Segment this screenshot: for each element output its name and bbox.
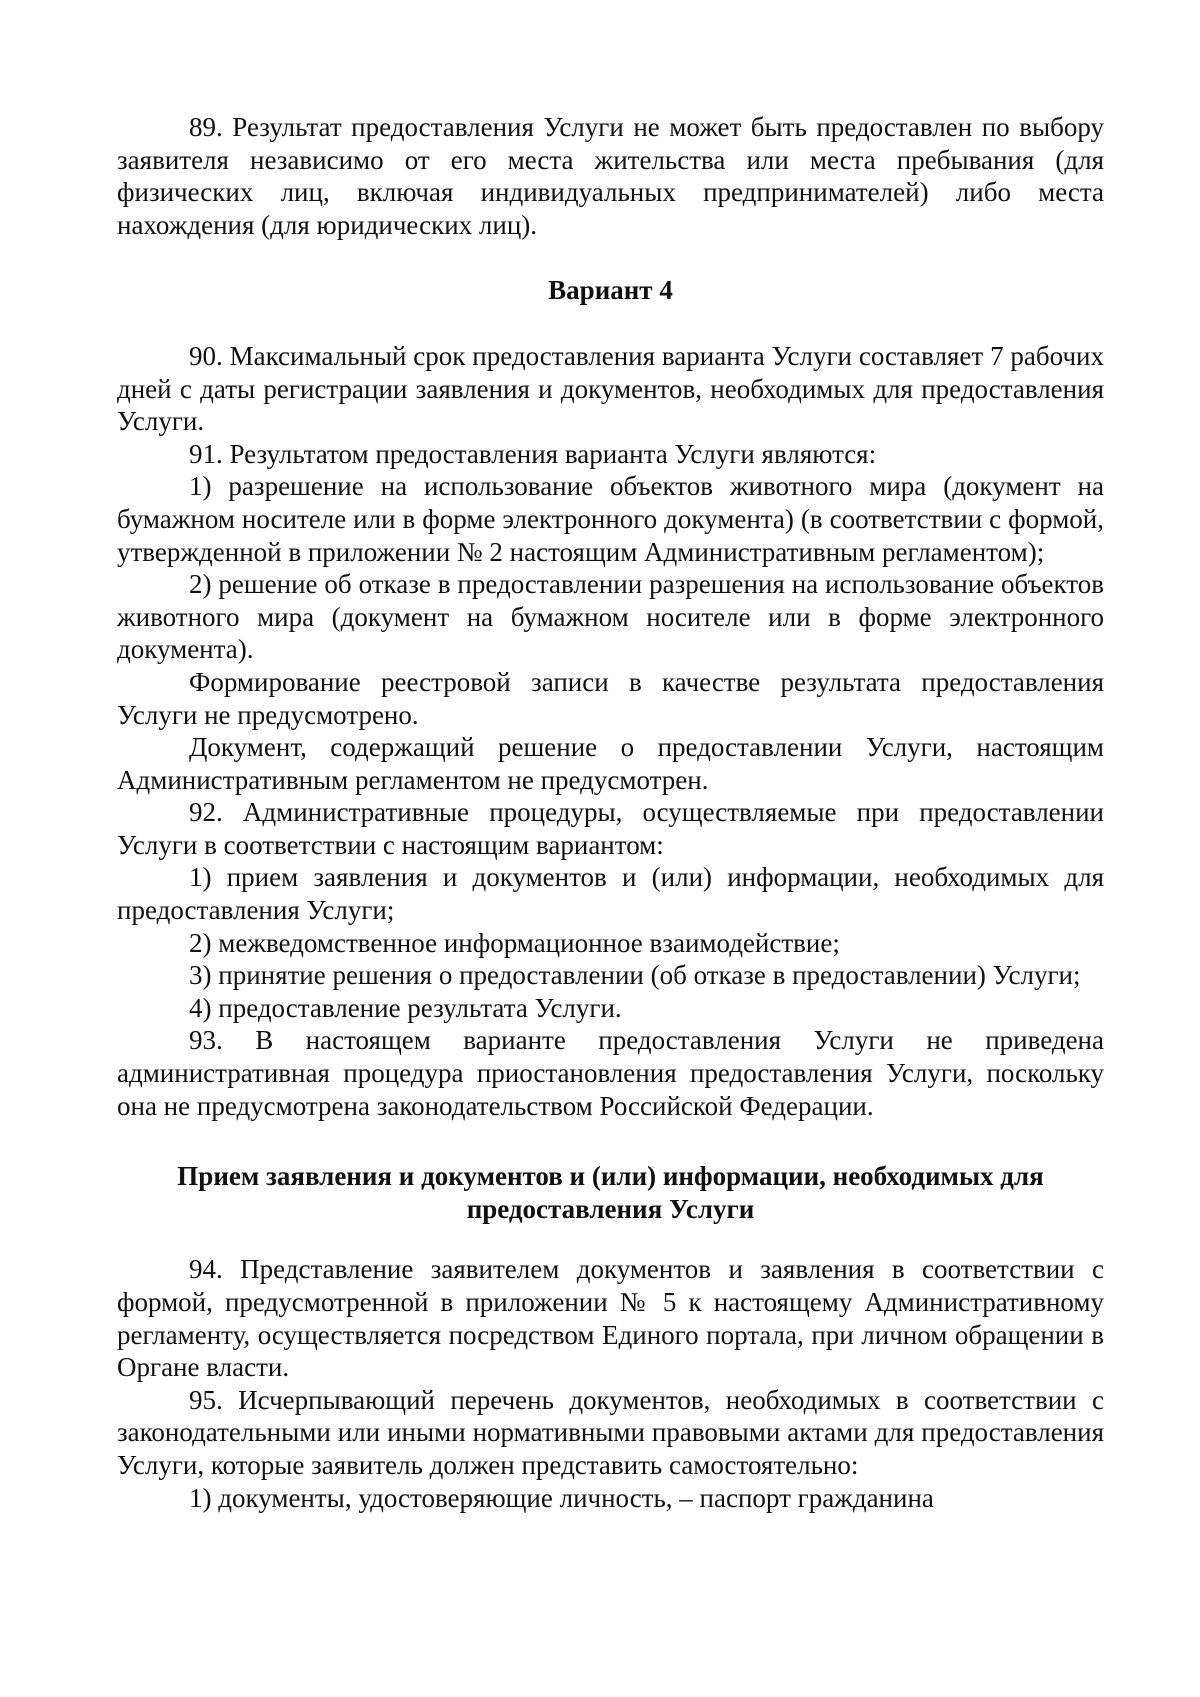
paragraph-decision-document: Документ, содержащий решение о предоставлении Услуги, настоящим Административным регламентом не предусмотрен. bbox=[117, 732, 1104, 795]
paragraph-89: 89. Результат предоставления Услуги не может быть предоставлен по выбору заявителя независимо от его места жительства или места пребывания (для физических лиц, включая индивидуальных предпринимателей) либо места нахождения (для юридических лиц). bbox=[117, 112, 1104, 240]
spacer bbox=[117, 1122, 1104, 1160]
paragraph-95: 95. Исчерпывающий перечень документов, необходимых в соответствии с законодательными или иными нормативными правовыми актами для предоставления Услуги, которые заявитель должен представить самостоятельно: bbox=[117, 1384, 1104, 1480]
list-item-91-2: 2) решение об отказе в предоставлении разрешения на использование объектов животного мира (документ на бумажном носителе или в форме электронного документа). bbox=[117, 569, 1104, 665]
spacer bbox=[117, 1225, 1104, 1253]
paragraph-90: 90. Максимальный срок предоставления варианта Услуги составляет 7 рабочих дней с даты регистрации заявления и документов, необходимых для предоставления Услуги. bbox=[117, 340, 1104, 437]
list-item-92-3: 3) принятие решения о предоставлении (об отказе в предоставлении) Услуги; bbox=[189, 960, 1081, 991]
spacer bbox=[117, 241, 1104, 274]
document-page bbox=[117, 111, 1104, 1514]
section-heading-application-intake: Прием заявления и документов и (или) информации, необходимых для предоставления Услуги bbox=[177, 1161, 1044, 1224]
list-item-91-1: 1) разрешение на использование объектов животного мира (документ на бумажном носителе или в форме электронного документа) (в соответствии с формой, утвержденной в приложении № 2 настоящим Административным регламентом); bbox=[117, 471, 1104, 567]
spacer bbox=[117, 307, 1104, 340]
paragraph-94: 94. Представление заявителем документов и заявления в соответствии с формой, предусмотренной в приложении № 5 к настоящему Административному регламенту, осуществляется посредством Единого портала, при личном обращении в Органе власти. bbox=[117, 1254, 1104, 1383]
paragraph-91: 91. Результатом предоставления варианта Услуги являются: bbox=[189, 438, 877, 469]
list-item-92-2: 2) межведомственное информационное взаимодействие; bbox=[189, 927, 840, 958]
list-item-92-1: 1) прием заявления и документов и (или) информации, необходимых для предоставления Услуги; bbox=[117, 862, 1104, 926]
section-heading-variant-4: Вариант 4 bbox=[548, 275, 673, 306]
list-item-92-4: 4) предоставление результата Услуги. bbox=[189, 992, 622, 1023]
paragraph-92: 92. Административные процедуры, осуществляемые при предоставлении Услуги в соответствии с настоящим вариантом: bbox=[117, 797, 1104, 860]
list-item-95-1: 1) документы, удостоверяющие личность, – паспорт гражданина bbox=[189, 1482, 934, 1513]
paragraph-93: 93. В настоящем варианте предоставления Услуги не приведена административная процедура приостановления предоставления Услуги, поскольку она не предусмотрена законодательством Российской Федерации. bbox=[117, 1025, 1104, 1121]
paragraph-registry-record: Формирование реестровой записи в качестве результата предоставления Услуги не предусмотрено. bbox=[117, 666, 1104, 730]
